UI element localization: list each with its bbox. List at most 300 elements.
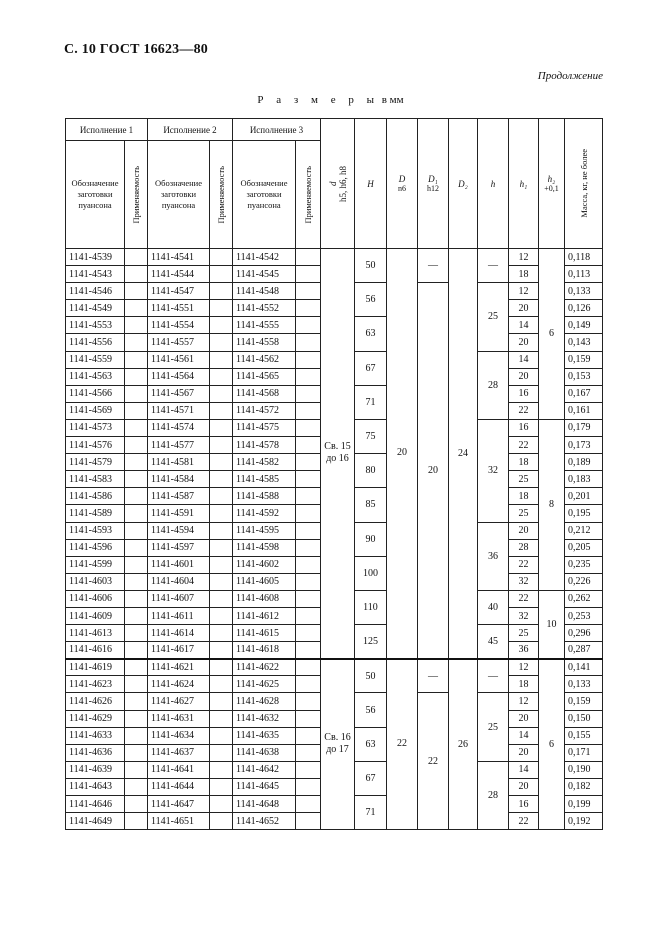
- cell-h1: 18: [509, 676, 539, 693]
- cell-h2: 10: [539, 590, 565, 658]
- cell-appl-exec2: [210, 744, 233, 761]
- cell-appl-exec2: [210, 249, 233, 266]
- cell-appl-exec1: [125, 607, 148, 624]
- header-mass-label: Масса, кг, не более: [578, 149, 589, 218]
- cell-mass: 0,171: [565, 744, 603, 761]
- cell-blank-exec2: 1141-4587: [148, 488, 210, 505]
- cell-blank-exec1: 1141-4589: [66, 505, 125, 522]
- header-appl-1: [125, 141, 148, 249]
- cell-appl-exec2: [210, 419, 233, 436]
- cell-d1: 22: [418, 693, 449, 830]
- cell-blank-exec3: 1141-4638: [233, 744, 296, 761]
- cell-h: 28: [478, 351, 509, 419]
- header-h: h: [478, 119, 509, 249]
- header-D1-tolerance: h12: [427, 184, 439, 193]
- cell-blank-exec1: 1141-4543: [66, 266, 125, 283]
- cell-mass: 0,159: [565, 693, 603, 710]
- cell-blank-exec1: 1141-4633: [66, 727, 125, 744]
- cell-mass: 0,155: [565, 727, 603, 744]
- cell-blank-exec2: 1141-4644: [148, 778, 210, 795]
- cell-appl-exec2: [210, 402, 233, 419]
- cell-mass: 0,161: [565, 402, 603, 419]
- cell-h1: 20: [509, 334, 539, 351]
- cell-blank-exec1: 1141-4539: [66, 249, 125, 266]
- cell-h: 85: [355, 488, 387, 522]
- header-D2: D₂: [449, 119, 478, 249]
- cell-appl-exec3: [296, 351, 321, 368]
- cell-appl-exec2: [210, 590, 233, 607]
- cell-appl-exec2: [210, 488, 233, 505]
- cell-appl-exec1: [125, 351, 148, 368]
- cell-appl-exec1: [125, 813, 148, 830]
- cell-blank-exec3: 1141-4618: [233, 642, 296, 659]
- cell-appl-exec1: [125, 710, 148, 727]
- cell-mass: 0,183: [565, 471, 603, 488]
- cell-appl-exec2: [210, 385, 233, 402]
- cell-blank-exec3: 1141-4555: [233, 317, 296, 334]
- cell-appl-exec3: [296, 761, 321, 778]
- cell-mass: 0,149: [565, 317, 603, 334]
- cell-h1: 20: [509, 744, 539, 761]
- cell-blank-exec3: 1141-4645: [233, 778, 296, 795]
- cell-appl-exec1: [125, 796, 148, 813]
- header-mass: [565, 119, 603, 249]
- cell-mass: 0,153: [565, 368, 603, 385]
- cell-mass: 0,205: [565, 539, 603, 556]
- cell-blank-exec1: 1141-4643: [66, 778, 125, 795]
- cell-appl-exec1: [125, 283, 148, 300]
- cell-appl-exec1: [125, 539, 148, 556]
- cell-blank-exec1: 1141-4613: [66, 625, 125, 642]
- header-blank-1: Обозначение заготовки пуансона: [66, 141, 125, 249]
- cell-appl-exec1: [125, 659, 148, 676]
- cell-blank-exec2: 1141-4611: [148, 607, 210, 624]
- cell-appl-exec1: [125, 385, 148, 402]
- cell-appl-exec2: [210, 266, 233, 283]
- cell-appl-exec3: [296, 471, 321, 488]
- header-appl-2-label: Применяемость: [216, 165, 226, 224]
- cell-d2: 26: [449, 659, 478, 830]
- cell-h1: 20: [509, 300, 539, 317]
- header-h1: h₁: [509, 119, 539, 249]
- cell-h: 56: [355, 283, 387, 317]
- cell-appl-exec2: [210, 727, 233, 744]
- cell-h: 71: [355, 796, 387, 830]
- cell-blank-exec2: 1141-4594: [148, 522, 210, 539]
- cell-blank-exec3: 1141-4622: [233, 659, 296, 676]
- cell-mass: 0,113: [565, 266, 603, 283]
- dimensions-table: [65, 118, 603, 830]
- header-D1: [418, 119, 449, 249]
- cell-blank-exec1: 1141-4593: [66, 522, 125, 539]
- cell-mass: 0,118: [565, 249, 603, 266]
- cell-blank-exec3: 1141-4595: [233, 522, 296, 539]
- cell-blank-exec3: 1141-4628: [233, 693, 296, 710]
- cell-blank-exec1: 1141-4606: [66, 590, 125, 607]
- cell-appl-exec2: [210, 659, 233, 676]
- cell-appl-exec2: [210, 300, 233, 317]
- cell-appl-exec1: [125, 727, 148, 744]
- cell-mass: 0,173: [565, 437, 603, 454]
- cell-appl-exec1: [125, 488, 148, 505]
- cell-blank-exec3: 1141-4625: [233, 676, 296, 693]
- cell-h2: 8: [539, 419, 565, 590]
- cell-appl-exec3: [296, 454, 321, 471]
- cell-h1: 25: [509, 505, 539, 522]
- cell-blank-exec3: 1141-4548: [233, 283, 296, 300]
- cell-blank-exec2: 1141-4574: [148, 419, 210, 436]
- header-D1-symbol: D₁: [428, 174, 438, 184]
- cell-appl-exec3: [296, 590, 321, 607]
- cell-blank-exec2: 1141-4631: [148, 710, 210, 727]
- cell-h: 75: [355, 419, 387, 453]
- header-d: [321, 119, 355, 249]
- cell-h: 63: [355, 727, 387, 761]
- cell-mass: 0,201: [565, 488, 603, 505]
- cell-appl-exec3: [296, 317, 321, 334]
- cell-appl-exec3: [296, 744, 321, 761]
- cell-blank-exec2: 1141-4601: [148, 556, 210, 573]
- cell-blank-exec2: 1141-4581: [148, 454, 210, 471]
- header-h2-symbol: h₂: [547, 174, 556, 184]
- cell-appl-exec3: [296, 283, 321, 300]
- cell-appl-exec3: [296, 368, 321, 385]
- header-exec-1: Исполнение 1: [66, 119, 148, 141]
- cell-appl-exec2: [210, 505, 233, 522]
- cell-appl-exec3: [296, 249, 321, 266]
- cell-appl-exec3: [296, 625, 321, 642]
- cell-h: 50: [355, 659, 387, 693]
- cell-mass: 0,195: [565, 505, 603, 522]
- cell-blank-exec3: 1141-4605: [233, 573, 296, 590]
- cell-appl-exec1: [125, 317, 148, 334]
- cell-blank-exec3: 1141-4572: [233, 402, 296, 419]
- cell-blank-exec3: 1141-4558: [233, 334, 296, 351]
- cell-blank-exec1: 1141-4583: [66, 471, 125, 488]
- cell-h1: 12: [509, 283, 539, 300]
- cell-mass: 0,192: [565, 813, 603, 830]
- continuation-label: Продолжение: [537, 70, 603, 82]
- cell-appl-exec2: [210, 522, 233, 539]
- cell-mass: 0,133: [565, 283, 603, 300]
- cell-blank-exec1: 1141-4546: [66, 283, 125, 300]
- cell-blank-exec2: 1141-4607: [148, 590, 210, 607]
- cell-blank-exec1: 1141-4573: [66, 419, 125, 436]
- cell-appl-exec2: [210, 813, 233, 830]
- header-blank-2: Обозначение заготовки пуансона: [148, 141, 210, 249]
- cell-h: —: [478, 249, 509, 283]
- cell-appl-exec2: [210, 607, 233, 624]
- cell-h: 36: [478, 522, 509, 590]
- cell-appl-exec3: [296, 778, 321, 795]
- cell-appl-exec2: [210, 625, 233, 642]
- cell-appl-exec3: [296, 334, 321, 351]
- cell-appl-exec3: [296, 266, 321, 283]
- table-body: [66, 249, 603, 830]
- cell-appl-exec1: [125, 625, 148, 642]
- cell-blank-exec2: 1141-4591: [148, 505, 210, 522]
- cell-h1: 16: [509, 385, 539, 402]
- cell-blank-exec3: 1141-4635: [233, 727, 296, 744]
- header-appl-1-label: Применяемость: [131, 165, 141, 224]
- cell-blank-exec2: 1141-4617: [148, 642, 210, 659]
- cell-appl-exec2: [210, 334, 233, 351]
- cell-blank-exec1: 1141-4636: [66, 744, 125, 761]
- cell-appl-exec3: [296, 385, 321, 402]
- cell-blank-exec3: 1141-4565: [233, 368, 296, 385]
- cell-mass: 0,235: [565, 556, 603, 573]
- cell-blank-exec1: 1141-4579: [66, 454, 125, 471]
- header-D: [387, 119, 418, 249]
- cell-blank-exec2: 1141-4544: [148, 266, 210, 283]
- cell-h1: 18: [509, 266, 539, 283]
- cell-h1: 18: [509, 454, 539, 471]
- cell-blank-exec2: 1141-4651: [148, 813, 210, 830]
- cell-d1: 20: [418, 283, 449, 659]
- header-blank-3: Обозначение заготовки пуансона: [233, 141, 296, 249]
- cell-appl-exec3: [296, 642, 321, 659]
- cell-blank-exec1: 1141-4596: [66, 539, 125, 556]
- cell-appl-exec1: [125, 522, 148, 539]
- cell-blank-exec2: 1141-4597: [148, 539, 210, 556]
- header-h2-tolerance: +0,1: [544, 184, 559, 193]
- cell-appl-exec2: [210, 642, 233, 659]
- cell-h1: 32: [509, 573, 539, 590]
- cell-blank-exec3: 1141-4568: [233, 385, 296, 402]
- cell-blank-exec1: 1141-4619: [66, 659, 125, 676]
- cell-blank-exec1: 1141-4626: [66, 693, 125, 710]
- cell-blank-exec1: 1141-4569: [66, 402, 125, 419]
- cell-h: 71: [355, 385, 387, 419]
- cell-appl-exec3: [296, 522, 321, 539]
- header-D-tolerance: n6: [398, 184, 406, 193]
- cell-blank-exec1: 1141-4553: [66, 317, 125, 334]
- cell-appl-exec1: [125, 778, 148, 795]
- cell-h: 90: [355, 522, 387, 556]
- cell-blank-exec3: 1141-4592: [233, 505, 296, 522]
- header-h2: [539, 119, 565, 249]
- cell-h1: 20: [509, 368, 539, 385]
- cell-h1: 16: [509, 796, 539, 813]
- cell-h1: 32: [509, 607, 539, 624]
- cell-blank-exec3: 1141-4585: [233, 471, 296, 488]
- cell-d: Св. 15 до 16: [321, 249, 355, 659]
- cell-h: 125: [355, 625, 387, 659]
- cell-blank-exec1: 1141-4586: [66, 488, 125, 505]
- cell-d1: —: [418, 659, 449, 693]
- cell-h: 28: [478, 761, 509, 829]
- cell-appl-exec3: [296, 556, 321, 573]
- cell-appl-exec1: [125, 402, 148, 419]
- cell-appl-exec1: [125, 249, 148, 266]
- cell-mass: 0,167: [565, 385, 603, 402]
- cell-blank-exec3: 1141-4608: [233, 590, 296, 607]
- cell-d: 20: [387, 249, 418, 659]
- cell-blank-exec3: 1141-4542: [233, 249, 296, 266]
- cell-mass: 0,182: [565, 778, 603, 795]
- cell-appl-exec2: [210, 317, 233, 334]
- cell-blank-exec1: 1141-4556: [66, 334, 125, 351]
- cell-h1: 22: [509, 556, 539, 573]
- cell-appl-exec1: [125, 590, 148, 607]
- cell-h: 32: [478, 419, 509, 522]
- cell-blank-exec3: 1141-4602: [233, 556, 296, 573]
- cell-appl-exec3: [296, 488, 321, 505]
- cell-blank-exec1: 1141-4599: [66, 556, 125, 573]
- cell-appl-exec2: [210, 351, 233, 368]
- cell-h: 100: [355, 556, 387, 590]
- cell-appl-exec2: [210, 454, 233, 471]
- cell-blank-exec1: 1141-4629: [66, 710, 125, 727]
- cell-appl-exec3: [296, 693, 321, 710]
- cell-appl-exec3: [296, 300, 321, 317]
- cell-blank-exec3: 1141-4598: [233, 539, 296, 556]
- cell-blank-exec2: 1141-4627: [148, 693, 210, 710]
- cell-appl-exec2: [210, 573, 233, 590]
- cell-mass: 0,141: [565, 659, 603, 676]
- cell-appl-exec1: [125, 761, 148, 778]
- dimensions-label: Р а з м е р ы: [257, 94, 379, 106]
- cell-blank-exec1: 1141-4616: [66, 642, 125, 659]
- cell-mass: 0,296: [565, 625, 603, 642]
- dimensions-title: [0, 94, 661, 106]
- cell-mass: 0,179: [565, 419, 603, 436]
- cell-appl-exec3: [296, 505, 321, 522]
- cell-mass: 0,287: [565, 642, 603, 659]
- header-appl-3-label: Применяемость: [303, 165, 313, 224]
- cell-mass: 0,199: [565, 796, 603, 813]
- cell-mass: 0,190: [565, 761, 603, 778]
- dimensions-unit: в мм: [381, 94, 404, 106]
- cell-blank-exec3: 1141-4632: [233, 710, 296, 727]
- cell-appl-exec3: [296, 813, 321, 830]
- cell-mass: 0,159: [565, 351, 603, 368]
- cell-appl-exec3: [296, 659, 321, 676]
- cell-h1: 20: [509, 710, 539, 727]
- cell-appl-exec1: [125, 437, 148, 454]
- cell-mass: 0,133: [565, 676, 603, 693]
- cell-blank-exec2: 1141-4621: [148, 659, 210, 676]
- cell-appl-exec1: [125, 300, 148, 317]
- cell-h1: 12: [509, 249, 539, 266]
- cell-h1: 25: [509, 625, 539, 642]
- header-d-symbol: d: [327, 181, 338, 186]
- cell-blank-exec3: 1141-4615: [233, 625, 296, 642]
- cell-mass: 0,150: [565, 710, 603, 727]
- cell-appl-exec1: [125, 334, 148, 351]
- cell-blank-exec1: 1141-4609: [66, 607, 125, 624]
- cell-blank-exec1: 1141-4623: [66, 676, 125, 693]
- cell-h: 25: [478, 693, 509, 761]
- cell-appl-exec2: [210, 761, 233, 778]
- cell-d: 22: [387, 659, 418, 830]
- cell-appl-exec2: [210, 556, 233, 573]
- cell-appl-exec1: [125, 556, 148, 573]
- cell-blank-exec1: 1141-4646: [66, 796, 125, 813]
- cell-appl-exec2: [210, 283, 233, 300]
- cell-appl-exec1: [125, 419, 148, 436]
- cell-blank-exec1: 1141-4649: [66, 813, 125, 830]
- header-exec-2: Исполнение 2: [148, 119, 233, 141]
- cell-blank-exec1: 1141-4559: [66, 351, 125, 368]
- cell-blank-exec2: 1141-4624: [148, 676, 210, 693]
- cell-blank-exec2: 1141-4637: [148, 744, 210, 761]
- cell-h1: 36: [509, 642, 539, 659]
- cell-mass: 0,226: [565, 573, 603, 590]
- cell-blank-exec2: 1141-4634: [148, 727, 210, 744]
- cell-h: 67: [355, 761, 387, 795]
- cell-appl-exec1: [125, 744, 148, 761]
- cell-h2: 6: [539, 659, 565, 830]
- cell-blank-exec1: 1141-4576: [66, 437, 125, 454]
- cell-blank-exec3: 1141-4642: [233, 761, 296, 778]
- cell-blank-exec2: 1141-4541: [148, 249, 210, 266]
- cell-h1: 20: [509, 522, 539, 539]
- cell-blank-exec2: 1141-4584: [148, 471, 210, 488]
- cell-h1: 22: [509, 402, 539, 419]
- header-H: H: [355, 119, 387, 249]
- cell-blank-exec3: 1141-4652: [233, 813, 296, 830]
- cell-appl-exec3: [296, 607, 321, 624]
- cell-h: 45: [478, 625, 509, 659]
- cell-appl-exec2: [210, 471, 233, 488]
- cell-h: 67: [355, 351, 387, 385]
- cell-h1: 12: [509, 693, 539, 710]
- header-exec-3: Исполнение 3: [233, 119, 321, 141]
- cell-blank-exec2: 1141-4554: [148, 317, 210, 334]
- cell-blank-exec2: 1141-4551: [148, 300, 210, 317]
- cell-h1: 12: [509, 659, 539, 676]
- header-appl-2: [210, 141, 233, 249]
- cell-h1: 22: [509, 437, 539, 454]
- cell-appl-exec1: [125, 454, 148, 471]
- cell-blank-exec3: 1141-4578: [233, 437, 296, 454]
- cell-blank-exec3: 1141-4588: [233, 488, 296, 505]
- cell-blank-exec2: 1141-4547: [148, 283, 210, 300]
- cell-blank-exec1: 1141-4639: [66, 761, 125, 778]
- cell-appl-exec1: [125, 266, 148, 283]
- cell-d1: —: [418, 249, 449, 283]
- cell-mass: 0,143: [565, 334, 603, 351]
- cell-appl-exec2: [210, 778, 233, 795]
- cell-blank-exec1: 1141-4566: [66, 385, 125, 402]
- cell-h1: 18: [509, 488, 539, 505]
- cell-blank-exec1: 1141-4603: [66, 573, 125, 590]
- cell-h: 25: [478, 283, 509, 351]
- cell-blank-exec2: 1141-4564: [148, 368, 210, 385]
- cell-appl-exec3: [296, 539, 321, 556]
- cell-appl-exec1: [125, 676, 148, 693]
- cell-appl-exec2: [210, 693, 233, 710]
- cell-h: —: [478, 659, 509, 693]
- cell-h1: 14: [509, 317, 539, 334]
- header-D-symbol: D: [398, 174, 406, 184]
- cell-appl-exec3: [296, 796, 321, 813]
- cell-blank-exec3: 1141-4612: [233, 607, 296, 624]
- cell-h: 110: [355, 590, 387, 624]
- cell-h1: 14: [509, 727, 539, 744]
- cell-mass: 0,126: [565, 300, 603, 317]
- cell-d: Св. 16 до 17: [321, 659, 355, 830]
- cell-blank-exec1: 1141-4549: [66, 300, 125, 317]
- cell-blank-exec3: 1141-4562: [233, 351, 296, 368]
- cell-appl-exec1: [125, 573, 148, 590]
- cell-appl-exec2: [210, 676, 233, 693]
- cell-appl-exec3: [296, 727, 321, 744]
- cell-mass: 0,212: [565, 522, 603, 539]
- table-row: [66, 659, 603, 676]
- cell-blank-exec3: 1141-4648: [233, 796, 296, 813]
